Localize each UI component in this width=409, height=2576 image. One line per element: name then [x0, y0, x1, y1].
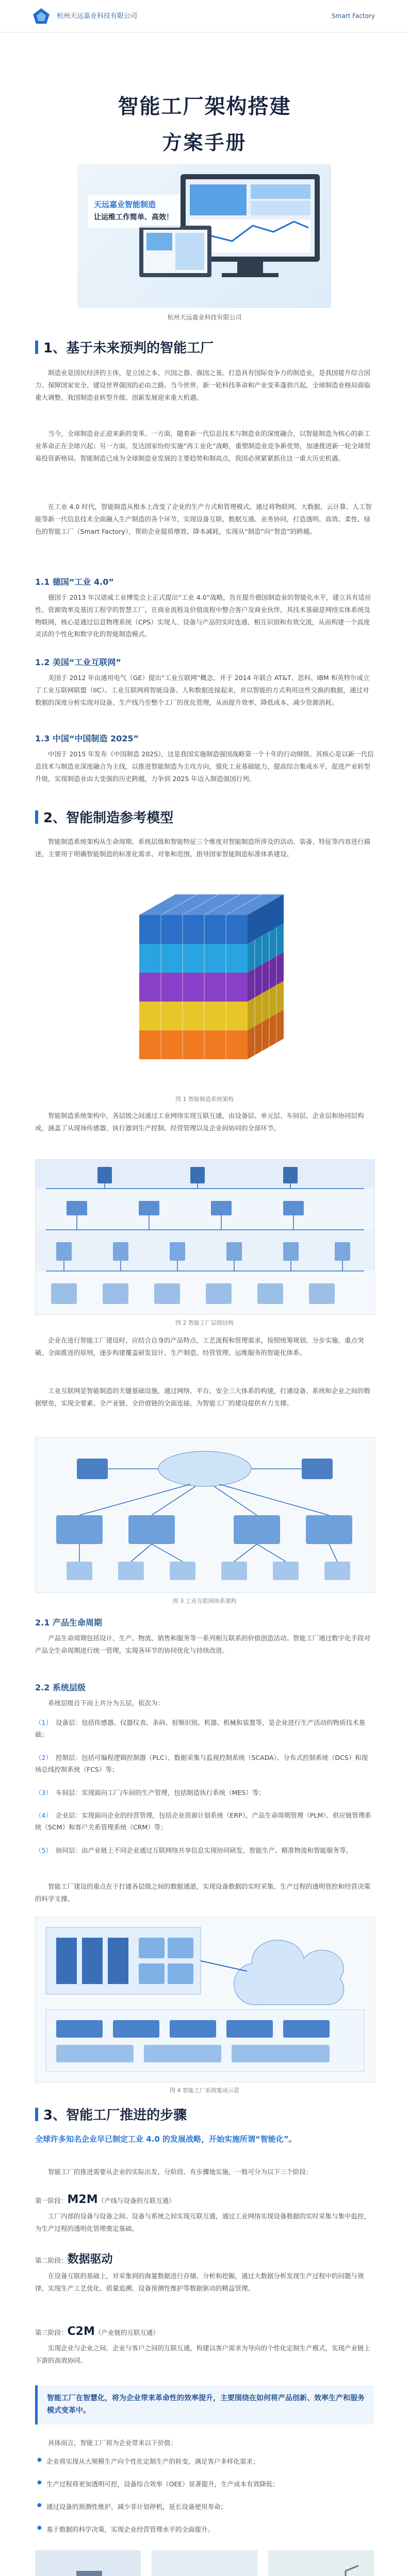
section-1-paragraph-3: 在工业 4.0 时代，智能制造从根本上改变了企业的生产方式和管理模式。通过将物联网、大数据、云计算、人工智能等新一代信息技术全面融入生产制造的各个环节，实现设备互联、数据互通、业务协同，打造透明、高效、柔性、绿色的智能工厂（Smart Factory），帮助企业提质增效、降本减耗，实现从“制造”向“智造”的跨越。 [35, 503, 372, 535]
data-block-icons [56, 2045, 330, 2062]
value-bullet-1: ● 企业将实现从大规模生产向个性化定制生产的转变，满足客户多样化需求； [46, 2455, 374, 2467]
section-2-2-intro: 系统层级自下而上共分为五层，依次为： [48, 1699, 165, 1707]
landscape-illustration [268, 2550, 374, 2576]
header-brand: Smart Factory [332, 12, 375, 20]
cloud-icon [234, 1940, 344, 2005]
section-3-highlight-box: 智能工厂在智慧化，将为企业带来革命性的效率提升，主要围绕在如何将产品创新、效率生产和服务模式变革中。 [35, 2385, 374, 2425]
system-level-item-3 [35, 1787, 374, 1799]
stage-3-line [35, 2321, 374, 2343]
system-level-item-5 [35, 1844, 374, 1856]
system-integration-figure [35, 1917, 375, 2082]
section-1-heading-text: 1、基于未来预判的智能工厂 [43, 341, 214, 356]
factory-hierarchy-figure [35, 1159, 375, 1315]
cover-subtitle: 方案手册 [162, 131, 247, 154]
integration-link [201, 1961, 247, 1971]
list-text: 车间层：实现面向工厂/车间的生产管理，包括制造执行系统（MES）等； [56, 1789, 265, 1797]
section-2-2-heading: 2.2 系统层级 [35, 1683, 86, 1692]
stage-3-desc: （产业链的互联互通） [94, 2329, 159, 2336]
cover-slogan-1: 天远嘉业智能制造 [94, 200, 156, 209]
section-1-paragraph-2: 当今，全球制造业正迎来新的变革。一方面，随着新一代信息技术与制造业的深度融合，以智能制造为核心的新工业革命正在全球兴起；另一方面，发达国家纷纷实施“再工业化”战略，重塑制造业竞争新优势，加速推进新一轮全球贸易投资新格局。智能制造已成为全球制造业发展的主要趋势和制高点，我国必须紧紧抓住这一重大历史机遇。 [35, 430, 371, 462]
section-1-1-heading: 1.1 德国“工业 4.0” [35, 577, 114, 587]
stage-3-tag: C2M [67, 2325, 95, 2338]
figure-3-caption: 图 3 工业互联网体系架构 [172, 1598, 237, 1604]
header-company-name: 杭州天远嘉业科技有限公司 [57, 12, 138, 20]
cover-title: 智能工厂架构搭建 [118, 95, 291, 118]
network-hierarchy-diagram [36, 1160, 374, 1314]
value-bullet-2: ● 生产过程将更加透明可控，设备综合效率（OEE）显著提升，生产成本有效降低； [46, 2478, 374, 2490]
system-block-icons [56, 2020, 330, 2038]
company-logo-icon [32, 7, 51, 25]
stage-2-label: 第二阶段： [35, 2257, 68, 2264]
cover-image [77, 164, 331, 308]
rack-server-icons [56, 1938, 128, 1984]
industrial-network-diagram [36, 1438, 374, 1592]
system-level-item-4 [35, 1809, 374, 1833]
section-3-paragraph-1: 智能工厂的推进需要从企业的实际出发，分阶段、有步骤地实施，一般可分为以下三个阶段： [48, 2168, 313, 2176]
section-1-paragraph-1: 制造业是国民经济的主体，是立国之本、兴国之器、强国之基。打造具有国际竞争力的制造业，是我国提升综合国力、保障国家安全、建设世界强国的必由之路。当今世界，新一轮科技革命和产业变革蓬勃兴起，全球制造业格局面临重大调整，我国制造业转型升级、创新发展迎来重大机遇。 [35, 369, 371, 401]
plant-node-icons [56, 1515, 352, 1544]
heading-accent-bar [35, 341, 38, 354]
value-bullet-3: ● 通过设备的预测性维护，减少非计划停机，延长设备使用寿命； [46, 2501, 374, 2513]
factory-floor-illustration [35, 2550, 141, 2576]
section-2-paragraph-2: 智能制造系统架构中，各层级之间通过工业网络实现互联互通，由设备层、单元层、车间层、企业层和协同层构成，涵盖了从现场传感器、执行器到生产控制、经营管理以及企业间协同的全部环节。 [35, 1112, 364, 1132]
dashboard-screens-illustration [77, 164, 331, 308]
section-2-1-paragraph: 产品生命周期包括设计、生产、物流、销售和服务等一系列相互联系的价值创造活动。智能工厂通过数字化手段对产品全生命周期进行统一管理，实现各环节的协同优化与持续改进。 [35, 1634, 371, 1654]
stage-3-label: 第三阶段： [35, 2329, 68, 2336]
industry-photo [152, 2550, 257, 2576]
smart-manufacturing-cube-figure [77, 884, 331, 1090]
stage-1-line [35, 2190, 374, 2211]
section-2-paragraph-1: 智能制造系统架构从生命周期、系统层级和智能特征三个维度对智能制造所涉及的活动、装备、特征等内容进行描述，主要用于明确智能制造的标准化需求、对象和范围，指导国家智能制造标准体系建设。 [35, 838, 371, 858]
section-2-2-paragraph-after: 智能工厂建设的重点在于打通各层级之间的数据通道，实现设备数据的实时采集、生产过程的透明管控和经营决策的科学支撑。 [35, 1883, 371, 1903]
section-2-heading-text: 2、智能制造参考模型 [43, 810, 174, 826]
section-1-3-paragraph: 中国于 2015 年发布《中国制造 2025》，这是我国实施制造强国战略第一个十年的行动纲领。其核心是以新一代信息技术与制造业深度融合为主线，以推进智能制造为主攻方向，强化工业基础能力，提高综合集成水平，促进产业转型升级，实现制造业由大变强的历史跨越，力争到 2025 年迈入制造强国行列。 [35, 750, 374, 783]
field-device-icons [67, 1562, 350, 1580]
system-level-item-2 [35, 1752, 374, 1775]
stage-1-desc: （产线与设备的互联互通） [97, 2197, 175, 2205]
cover-slogan-2: 让运维工作简单、高效！ [94, 213, 173, 222]
list-text: 设备层：包括传感器、仪器仪表、条码、射频识别、机器、机械和装置等，是企业进行生产活动的物质技术基础； [35, 1719, 366, 1739]
list-text: 控制层：包括可编程逻辑控制器（PLC）、数据采集与监视控制系统（SCADA）、分布式控制系统（DCS）和现场总线控制系统（FCS）等； [35, 1754, 368, 1774]
section-1-heading [35, 340, 214, 358]
section-3-lead: 全球许多知名企业早已制定工业 4.0 的发展战略，开始实施所谓“智能化”。 [35, 2134, 297, 2144]
section-2-paragraph-4: 工业互联网是智能制造的关键基础设施，通过网络、平台、安全三大体系的构建，打通设备、系统和企业之间的数据壁垒，实现全要素、全产业链、全价值链的全面连接，为智能工厂的建设提供有力支撑。 [35, 1387, 371, 1407]
ecosystem-photo [268, 2550, 374, 2576]
industrial-internet-figure [35, 1437, 375, 1593]
list-number: （4） [35, 1811, 52, 1819]
list-text: 协同层：由产业链上不同企业通过互联网络共享信息实现协同研发、智能生产、精准物流和智能服务等。 [56, 1846, 353, 1854]
section-2-heading [35, 810, 173, 827]
system-level-item-1 [35, 1717, 374, 1740]
section-2-paragraph-3: 企业在进行智能工厂建设时，应结合自身的产品特点、工艺流程和管理需求，按照统筹规划、分步实施、重点突破、全面推进的原则，逐步构建覆盖研发设计、生产制造、经营管理、运维服务的智能化体系。 [35, 1336, 364, 1357]
section-1-2-heading: 1.2 美国“工业互联网” [35, 657, 121, 667]
header-bar [0, 0, 409, 32]
heading-accent-bar [35, 810, 38, 824]
value-bullet-4: ● 基于数据的科学决策，实现企业经营管理水平的全面提升。 [46, 2523, 374, 2535]
section-1-1-paragraph: 德国于 2013 年汉诺威工业博览会上正式提出“工业 4.0”战略，旨在提升德国制造业的智能化水平，建立具有适应性、资源效率及基因工程学的智慧工厂，在商业流程及价值流程中整合客户及商业伙伴。其技术基础是网络实体系统及物联网，核心是通过信息物理系统（CPS）实现人、设备与产品的实时连通、相互识别和有效交流，从而构建一个高度灵活的个性化和数字化的智能制造模式。 [35, 594, 371, 638]
section-2-1-heading: 2.1 产品生命周期 [35, 1618, 102, 1628]
section-3-heading-text: 3、智能工厂推进的步骤 [43, 2108, 187, 2123]
system-integration-diagram [36, 1917, 374, 2082]
stage-1-tag: M2M [67, 2193, 98, 2206]
cover-caption: 杭州天远嘉业科技有限公司 [167, 314, 242, 321]
list-number: （3） [35, 1789, 52, 1797]
section-3-paragraph-4: 实现企业与企业之间、企业与客户之间的互联互通，构建以客户需求为导向的个性化定制生产模式，实现产业链上下游的高效协同。 [35, 2344, 371, 2364]
stage-1-label: 第一阶段： [35, 2197, 68, 2205]
list-text: 企业层：实现面向企业的经营管理，包括企业资源计划系统（ERP）、产品生命周期管理（PLM）、供应链管理系统（SCM）和客户关系管理系统（CRM）等； [35, 1811, 371, 1832]
robot-arm-illustration [152, 2550, 257, 2576]
list-number: （5） [35, 1846, 52, 1854]
section-1-3-heading: 1.3 中国“中国制造 2025” [35, 734, 139, 743]
section-3-heading [35, 2107, 187, 2125]
section-1-2-paragraph: 美国于 2012 年由通用电气（GE）提出“工业互联网”概念，并于 2014 年联合 AT&T、思科、IBM 和英特尔成立了工业互联网联盟（IIC）。工业互联网将智能设备、人和数据连接起来，并以智能的方式利用这些交换的数据，通过对数据的深度分析实现对设备、生产线乃至整个工厂的优化管理，从而提升效率、降低成本、减少资源消耗。 [35, 674, 370, 706]
list-number: （1） [35, 1719, 52, 1726]
evolution-route-figure [35, 2550, 374, 2576]
section-3-paragraph-2: 工厂内部的设备与设备之间、设备与系统之间实现互联互通，通过工业网络实现设备数据的实时采集与集中监控，为生产过程的透明化管理奠定基础。 [35, 2212, 371, 2232]
figure-1-caption: 图 1 智能制造系统架构 [175, 1096, 234, 1103]
iot-photo [35, 2550, 141, 2576]
heading-accent-bar [35, 2108, 38, 2121]
stage-2-line [35, 2249, 374, 2270]
list-number: （2） [35, 1754, 52, 1761]
layered-cube-diagram [77, 884, 331, 1090]
stage-2-tag: 数据驱动 [67, 2253, 113, 2266]
figure-2-caption: 图 2 智能工厂层级结构 [175, 1319, 234, 1326]
figure-4-caption: 图 4 智能工厂系统集成示意 [170, 2087, 239, 2094]
section-3-paragraph-5: 具体而言，智能工厂将为企业带来以下价值： [48, 2439, 177, 2447]
section-3-paragraph-3: 在设备互联的基础上，对采集到的海量数据进行存储、分析和挖掘，通过大数据分析发现生产过程中的问题与规律，实现生产工艺优化、质量追溯、设备预测性维护等数据驱动的精益管理。 [35, 2272, 364, 2292]
